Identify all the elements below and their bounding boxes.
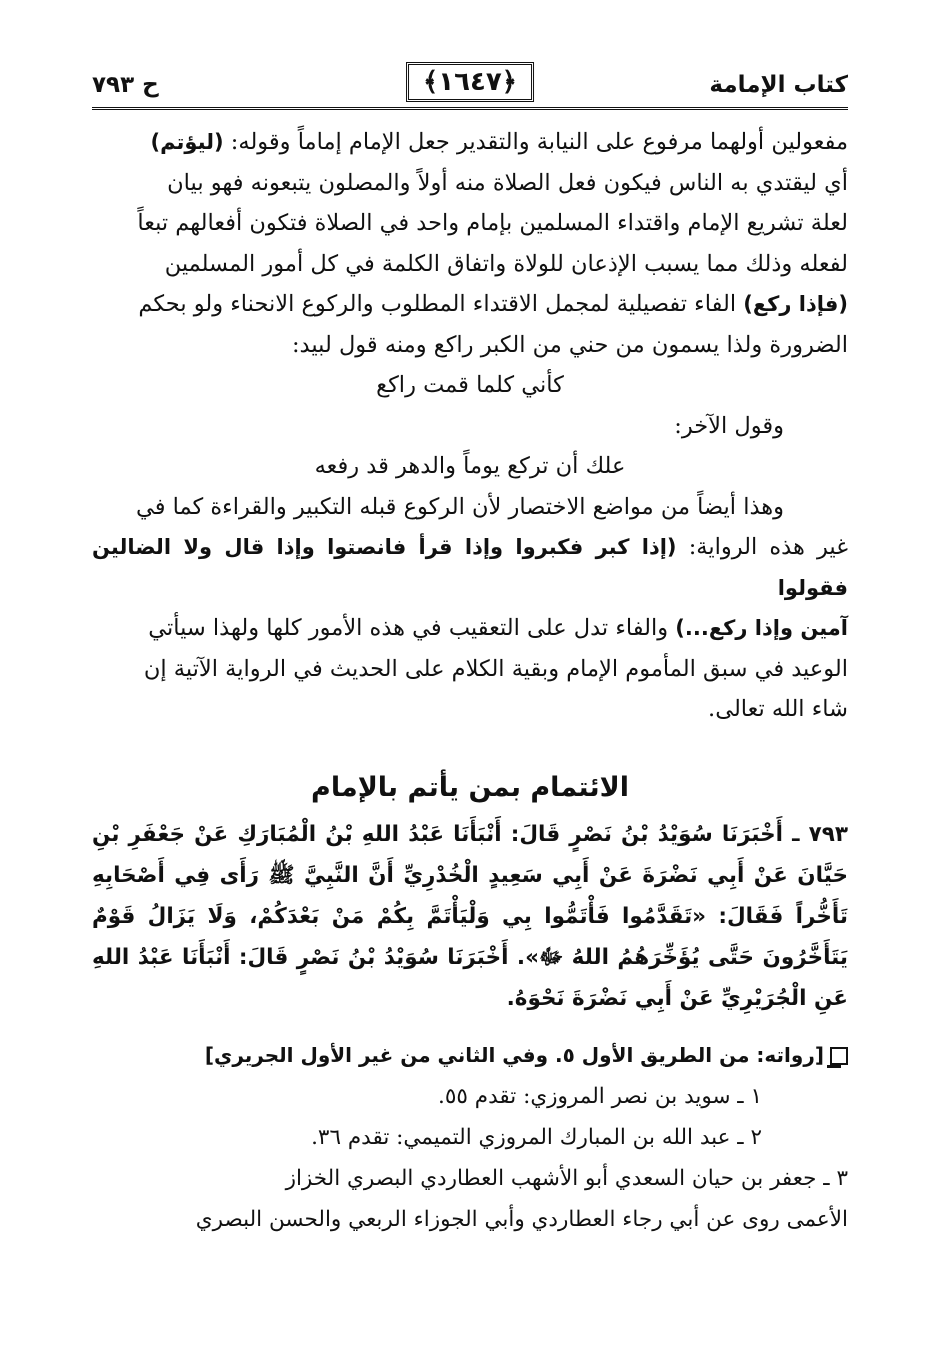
narrators-section	[92, 1035, 848, 1240]
narrator-item: ٣ ـ جعفر بن حيان السعدي أبو الأشهب العطاردي البصري الخزاز	[285, 1165, 848, 1191]
book-title: كتاب الإمامة	[709, 72, 848, 98]
page-body	[92, 122, 848, 1240]
commentary-line: مفعولين أولهما مرفوع على النيابة والتقدير جعل الإمام إماماً وقوله: (ليؤتم)	[150, 129, 848, 155]
page-number: ﴿١٦٤٧﴾	[406, 62, 534, 102]
section-title: الائتمام بمن يأتم بالإمام	[311, 771, 629, 803]
header-rule	[92, 107, 848, 110]
section-gap	[92, 730, 848, 766]
poetry-verse: كأني كلما قمت راكع	[376, 372, 564, 398]
commentary-line: وهذا أيضاً من مواضع الاختصار لأن الركوع قبله التكبير والقراءة كما في	[135, 493, 784, 520]
commentary-line: آمين وإذا ركع...) والفاء تدل على التعقيب في هذه الأمور كلها ولهذا سيأتي	[148, 615, 848, 641]
poetry-verse: علك أن تركع يوماً والدهر قد رفعه	[314, 453, 626, 479]
square-marker-icon	[830, 1047, 848, 1065]
commentary-line: غير هذه الرواية: (إذا كبر فكبروا وإذا قرأ فانصتوا وإذا قال ولا الضالين فقولوا	[92, 534, 848, 600]
commentary-line: لعلة تشريع الإمام واقتداء المسلمين بإمام واحد في الصلاة فتكون أفعالهم تبعاً	[137, 210, 848, 236]
commentary-line: الضرورة ولذا يسمون من حني من الكبر راكع ومنه قول لبيد:	[291, 331, 848, 358]
commentary-line: شاء الله تعالى.	[708, 696, 848, 722]
narrator-item: ٢ ـ عبد الله بن المبارك المروزي التميمي: تقدم ٣٦.	[311, 1124, 762, 1150]
narrator-item: ١ ـ سويد بن نصر المروزي: تقدم ٥٥.	[438, 1083, 762, 1109]
commentary-line: لفعله وذلك مما يسبب الإذعان للولاة واتفاق الكلمة في كل أمور المسلمين	[164, 250, 848, 277]
verse-intro: وقول الآخر:	[674, 412, 784, 439]
commentary	[92, 122, 848, 730]
commentary-line: (فإذا ركع) الفاء تفصيلية لمجمل الاقتداء المطلوب والركوع الانحناء ولو بحكم	[138, 291, 848, 317]
narrators-heading: [رواته: من الطريق الأول ٥. وفي الثاني من غير الأول الجريري]	[92, 1035, 848, 1076]
narrator-item: الأعمى روى عن أبي رجاء العطاردي وأبي الجوزاء الربعي والحسن البصري	[195, 1206, 848, 1232]
hadith-reference: ح ٧٩٣	[92, 72, 159, 98]
page-header	[92, 60, 848, 110]
commentary-line: الوعيد في سبق المأموم الإمام وبقية الكلام على الحديث في الرواية الآتية إن	[143, 655, 848, 682]
hadith-text: ٧٩٣ ـ أَخْبَرَنَا سُوَيْدُ بْنُ نَصْرٍ قَالَ: أَنْبَأَنَا عَبْدُ اللهِ بْنُ الْمُبَارَكِ عَنْ جَعْفَرِ بْنِ حَيَّانَ عَنْ أَبِي نَضْرَةَ عَنْ أَبِي سَعِيدٍ الْخُدْرِيِّ أَنَّ النَّبِيَّ ﷺ رَأَى فِي أَصْحَابِهِ تَأَخُّراً فَقَالَ: «تَقَدَّمُوا فَأْتَمُّوا بِي وَلْيَأْتَمَّ بِكُمْ مَنْ بَعْدَكُمْ، وَلَا يَزَالُ قَوْمٌ يَتَأَخَّرُونَ حَتَّى يُؤَخِّرَهُمُ اللهُ ﷻ». أَخْبَرَنَا سُوَيْدُ بْنُ نَصْرٍ قَالَ: أَنْبَأَنَا عَبْدُ اللهِ عَنِ الْجُرَيْرِيِّ عَنْ أَبِي نَضْرَةَ نَحْوَهُ.	[92, 821, 848, 1011]
commentary-line: أي ليقتدي به الناس فيكون فعل الصلاة منه أولاً والمصلون يتبعونه فهو بيان	[167, 169, 848, 196]
